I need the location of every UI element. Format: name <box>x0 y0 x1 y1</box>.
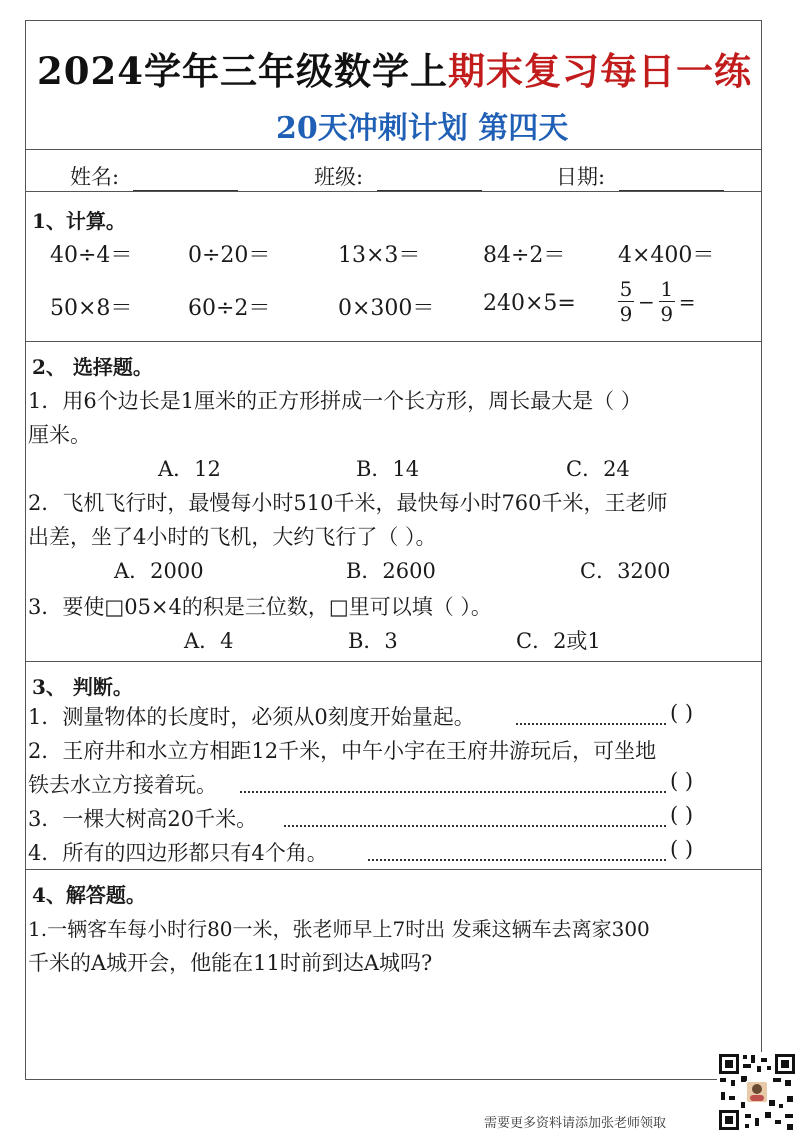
qr-code[interactable] <box>717 1052 797 1132</box>
divider <box>26 191 761 192</box>
fraction-operator: − <box>638 289 655 314</box>
worksheet-title <box>26 41 763 95</box>
date-blank[interactable] <box>619 170 724 191</box>
divider <box>26 661 761 662</box>
choice-q2-text-cont: 出差，坐了4小时的飞机，大约飞行了（ ）。 <box>28 525 437 549</box>
section-choice-heading: 2、 选择题。 <box>32 355 153 379</box>
answer-parentheses[interactable]: ( ) <box>670 837 694 861</box>
calc-item: 0÷20＝ <box>188 243 271 268</box>
name-label: 姓名: <box>70 165 120 189</box>
date-label: 日期: <box>556 165 606 189</box>
answer-parentheses[interactable]: ( ) <box>670 769 694 793</box>
fraction-denominator: 9 <box>660 302 674 326</box>
worksheet-subtitle: 20天冲刺计划 第四天 <box>276 111 569 146</box>
footer-contact-note: 需要更多资料请添加张老师领取 <box>484 1116 667 1131</box>
class-field[interactable] <box>314 161 482 191</box>
choice-q1-text-cont: 厘米。 <box>28 423 91 447</box>
divider <box>26 341 761 342</box>
judge-text: 1．测量物体的长度时，必须从0刻度开始量起。 <box>28 705 475 729</box>
calc-item: 40÷4＝ <box>50 243 133 268</box>
date-field[interactable] <box>556 161 724 191</box>
calc-item: 0×300＝ <box>338 296 435 321</box>
judge-text: 铁去水立方接着玩。 <box>28 773 217 797</box>
choice-option[interactable]: A．4 <box>184 629 234 653</box>
worksheet <box>25 20 762 1080</box>
title-red-part: 期末复习每日一练 <box>447 49 752 93</box>
class-label: 班级: <box>314 165 364 189</box>
divider <box>26 149 761 150</box>
choice-option[interactable]: A．2000 <box>114 559 204 583</box>
choice-option[interactable]: A．12 <box>158 457 221 481</box>
choice-option[interactable]: C．24 <box>566 457 630 481</box>
choice-option[interactable]: C．2或1 <box>516 629 601 653</box>
calc-item: 240×5= <box>483 291 576 316</box>
judge-item-2-text: 2．王府井和水立方相距12千米，中午小宇在王府井游玩后，可坐地 <box>28 739 657 763</box>
answer-parentheses[interactable]: ( ) <box>670 803 694 827</box>
judge-text: 4．所有的四边形都只有4个角。 <box>28 841 328 865</box>
section-answer-heading: 4、解答题。 <box>32 883 146 907</box>
calc-item: 60÷2＝ <box>188 296 271 321</box>
choice-option[interactable]: B．3 <box>348 629 398 653</box>
choice-option[interactable]: C．3200 <box>580 559 671 583</box>
choice-q3-text: 3．要使□05×4的积是三位数，□里可以填（ ）。 <box>28 595 492 619</box>
fraction-numerator: 5 <box>619 277 633 301</box>
divider <box>26 869 761 870</box>
leader-dots <box>516 701 666 725</box>
choice-q2-text: 2．飞机飞行时，最慢每小时510千米，最快每小时760千米，王老师 <box>28 491 668 515</box>
calc-item: 13×3＝ <box>338 243 421 268</box>
choice-option[interactable]: B．14 <box>356 457 420 481</box>
fraction-equals: = <box>678 289 696 314</box>
choice-q1-text: 1．用6个边长是1厘米的正方形拼成一个长方形，周长最大是（ ） <box>28 389 642 413</box>
calc-item: 4×400＝ <box>618 243 715 268</box>
answer-q1-text-cont: 千米的A城开会，他能在11时前到达A城吗? <box>28 951 433 975</box>
leader-dots <box>368 837 666 861</box>
name-field[interactable] <box>70 161 238 191</box>
section-calc-heading: 1、计算。 <box>32 209 126 233</box>
name-blank[interactable] <box>133 170 238 191</box>
calc-item: 50×8＝ <box>50 296 133 321</box>
fraction-expression <box>618 277 700 326</box>
answer-q1-text: 1.一辆客车每小时行80一米，张老师早上7时出 发乘这辆车去离家300 <box>28 917 650 941</box>
choice-option[interactable]: B．2600 <box>346 559 436 583</box>
title-black-part: 2024学年三年级数学上 <box>37 49 448 93</box>
section-judge-heading: 3、 判断。 <box>32 675 133 699</box>
fraction-denominator: 9 <box>619 302 633 326</box>
calc-item: 84÷2＝ <box>483 243 566 268</box>
class-blank[interactable] <box>377 170 482 191</box>
answer-parentheses[interactable]: ( ) <box>670 701 694 725</box>
leader-dots <box>240 769 666 793</box>
judge-text: 3．一棵大树高20千米。 <box>28 807 258 831</box>
leader-dots <box>284 803 666 827</box>
fraction-numerator: 1 <box>660 277 674 301</box>
